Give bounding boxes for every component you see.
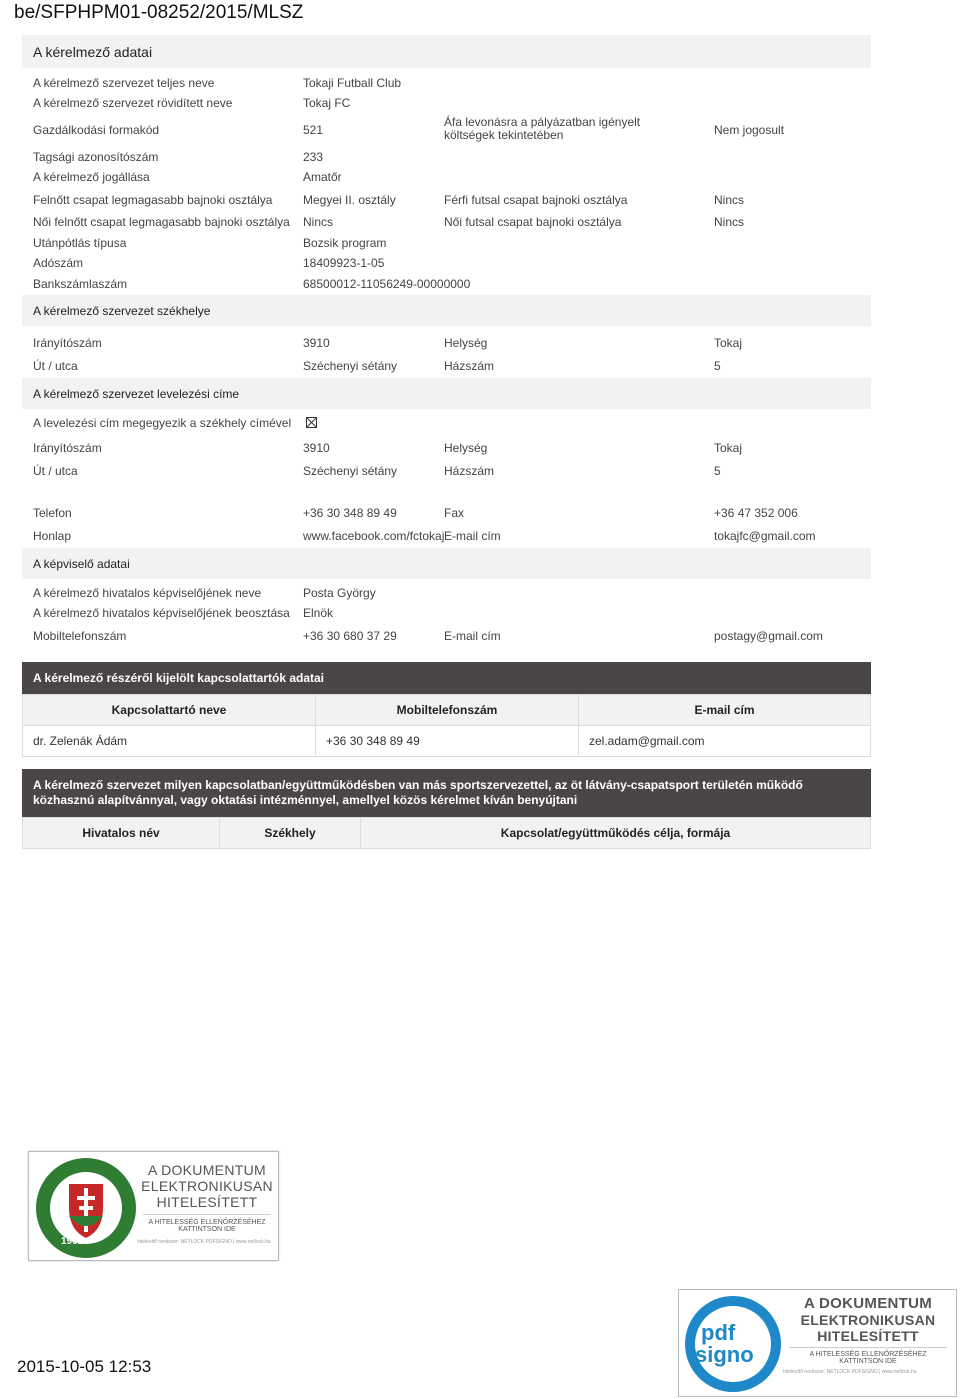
futsal-men-value: Nincs (714, 193, 745, 207)
stamp-line-2: ELEKTRONIKUSAN (141, 1178, 273, 1194)
section-seat-header (22, 295, 871, 326)
mlsz-seal-icon (31, 1156, 141, 1260)
stamp-line-6: hitelesítő rendszer: NETLOCK PDFSIGNO | www.netlock.hu (783, 1369, 917, 1375)
mailing-house-value: 5 (714, 464, 721, 478)
email-label: E-mail cím (444, 529, 501, 543)
contact-mobile-cell: +36 30 348 89 49 (316, 726, 579, 757)
short-name-value: Tokaj FC (303, 96, 351, 110)
bank-value: 68500012-11056249-00000000 (303, 277, 471, 291)
rep-name-value: Posta György (303, 586, 376, 600)
mailing-street-label: Út / utca (33, 464, 78, 478)
vat-label: Áfa levonásra a pályázatban igényelt költségek tekintetében (444, 115, 641, 142)
section-title: A kérelmező szervezet székhelye (33, 304, 211, 318)
section-title: A kérelmező adatai (33, 44, 153, 60)
adult-league-label: Felnőtt csapat legmagasabb bajnoki osztálya (33, 193, 273, 207)
seat-house-label: Házszám (444, 359, 495, 373)
stamp-line-5: KATTINTSON IDE (178, 1226, 236, 1233)
stamp-line-1: A DOKUMENTUM (148, 1162, 266, 1178)
seat-house-value: 5 (714, 359, 721, 373)
youth-label: Utánpótlás típusa (33, 236, 127, 250)
youth-value: Bozsik program (303, 236, 387, 250)
stamp-line-6: hitelesítő rendszer: NETLOCK PDFSIGNO | www.netlock.hu (137, 1239, 271, 1245)
status-label: A kérelmező jogállása (33, 170, 150, 184)
contacts-table (22, 694, 871, 757)
rep-email-value[interactable]: postagy@gmail.com (714, 629, 823, 643)
mailing-city-label: Helység (444, 441, 488, 455)
email-value[interactable]: tokajfc@gmail.com (714, 529, 816, 543)
seat-zip-value: 3910 (303, 336, 330, 350)
seat-city-value: Tokaj (714, 336, 743, 350)
mailing-zip-value: 3910 (303, 441, 330, 455)
adult-league-value: Megyei II. osztály (303, 193, 396, 207)
mailing-same-checkbox[interactable] (306, 417, 317, 428)
short-name-label: A kérelmező szervezet rövidített neve (33, 96, 233, 110)
seal-year: 1901 (61, 1236, 84, 1247)
stamp-line-2: ELEKTRONIKUSAN (800, 1312, 936, 1328)
women-league-value: Nincs (303, 215, 334, 229)
member-id-label: Tagsági azonosítószám (33, 150, 159, 164)
member-id-value: 233 (303, 150, 324, 164)
relations-table-title-text: A kérelmező szervezet milyen kapcsolatban/együttműködésben van más sportszervezettel, az öt látvány-csapatsport területén működő közhasznú alapítvánnyal, vagy oktatási intézménnyel, amellyel közös kérelmet kíván benyújtani (33, 778, 803, 807)
futsal-men-label: Férfi futsal csapat bajnoki osztálya (444, 193, 628, 207)
bank-label: Bankszámlaszám (33, 277, 128, 291)
header-seat: Székhely (220, 818, 361, 849)
relations-table-title (22, 769, 871, 817)
vat-value: Nem jogosult (714, 123, 785, 137)
section-title: A képviselő adatai (33, 557, 130, 571)
mailing-house-label: Házszám (444, 464, 495, 478)
table-row (23, 726, 871, 757)
women-league-label: Női felnőtt csapat legmagasabb bajnoki osztálya (33, 215, 290, 229)
stamp-line-3: HITELESÍTETT (156, 1194, 258, 1210)
header-relation-purpose: Kapcsolat/együttműködés célja, formája (361, 818, 871, 849)
status-value: Amatőr (303, 170, 342, 184)
section-representative-header (22, 548, 871, 579)
mailing-same-label: A levelezési cím megegyezik a székhely címével (33, 416, 292, 430)
seat-street-value: Széchenyi sétány (303, 359, 398, 373)
timestamp: 2015-10-05 12:53 (17, 1357, 152, 1376)
mailing-street-value: Széchenyi sétány (303, 464, 398, 478)
mailing-city-value: Tokaj (714, 441, 743, 455)
gfo-label: Gazdálkodási formakód (33, 123, 160, 137)
authentication-stamp-mlsz[interactable] (28, 1151, 279, 1261)
rep-role-value: Elnök (303, 606, 334, 620)
header-official-name: Hivatalos név (23, 818, 220, 849)
full-name-value: Tokaji Futball Club (303, 76, 402, 90)
contact-name-cell: dr. Zelenák Ádám (23, 726, 316, 757)
contacts-table-title-text: A kérelmező részéről kijelölt kapcsolattartók adatai (33, 671, 325, 685)
rep-email-label: E-mail cím (444, 629, 501, 643)
rep-role-label: A kérelmező hivatalos képviselőjének beosztása (33, 606, 290, 620)
header-mobile: Mobiltelefonszám (316, 695, 579, 726)
web-label: Honlap (33, 529, 72, 543)
stamp-pdfsigno-text (783, 1296, 953, 1375)
full-name-label: A kérelmező szervezet teljes neve (33, 76, 215, 90)
tax-label: Adószám (33, 256, 84, 270)
stamp-mlsz-text (137, 1162, 277, 1245)
stamp-line-4: A HITELESSÉG ELLENŐRZÉSÉHEZ (148, 1219, 266, 1226)
section-applicant-header (22, 35, 871, 68)
phone-value: +36 30 348 89 49 (303, 506, 397, 520)
fax-value: +36 47 352 006 (714, 506, 798, 520)
section-mailing-header (22, 378, 871, 409)
header-contact-name: Kapcsolattartó neve (23, 695, 316, 726)
rep-name-label: A kérelmező hivatalos képviselőjének neve (33, 586, 262, 600)
logo-pdf: pdf (701, 1320, 736, 1345)
web-value[interactable]: www.facebook.com/fctokaj (303, 529, 445, 543)
phone-label: Telefon (33, 506, 72, 520)
rep-mobile-value: +36 30 680 37 29 (303, 629, 397, 643)
header-email: E-mail cím (579, 695, 871, 726)
document-id: be/SFPHPM01-08252/2015/MLSZ (14, 2, 304, 23)
seat-zip-label: Irányítószám (33, 336, 102, 350)
stamp-line-5: KATTINTSON IDE (839, 1358, 897, 1365)
table-header-row (23, 695, 871, 726)
logo-signo: signo (695, 1342, 754, 1367)
stamp-line-4: A HITELESSÉG ELLENŐRZÉSÉHEZ (809, 1351, 927, 1358)
stamp-line-3: HITELESÍTETT (817, 1328, 919, 1344)
stamp-line-1: A DOKUMENTUM (803, 1295, 933, 1312)
contacts-table-title (22, 662, 871, 694)
futsal-women-value: Nincs (714, 215, 745, 229)
section-title: A kérelmező szervezet levelezési címe (33, 387, 240, 401)
tax-value: 18409923-1-05 (303, 256, 385, 270)
mailing-zip-label: Irányítószám (33, 441, 102, 455)
fax-label: Fax (444, 506, 465, 520)
relations-table (22, 817, 871, 849)
rep-mobile-label: Mobiltelefonszám (33, 629, 127, 643)
futsal-women-label: Női futsal csapat bajnoki osztálya (444, 215, 622, 229)
table-header-row (23, 818, 871, 849)
authentication-stamp-pdfsigno[interactable] (678, 1289, 957, 1397)
seat-city-label: Helység (444, 336, 488, 350)
contact-email-cell: zel.adam@gmail.com (579, 726, 871, 757)
seat-street-label: Út / utca (33, 359, 78, 373)
gfo-value: 521 (303, 123, 324, 137)
